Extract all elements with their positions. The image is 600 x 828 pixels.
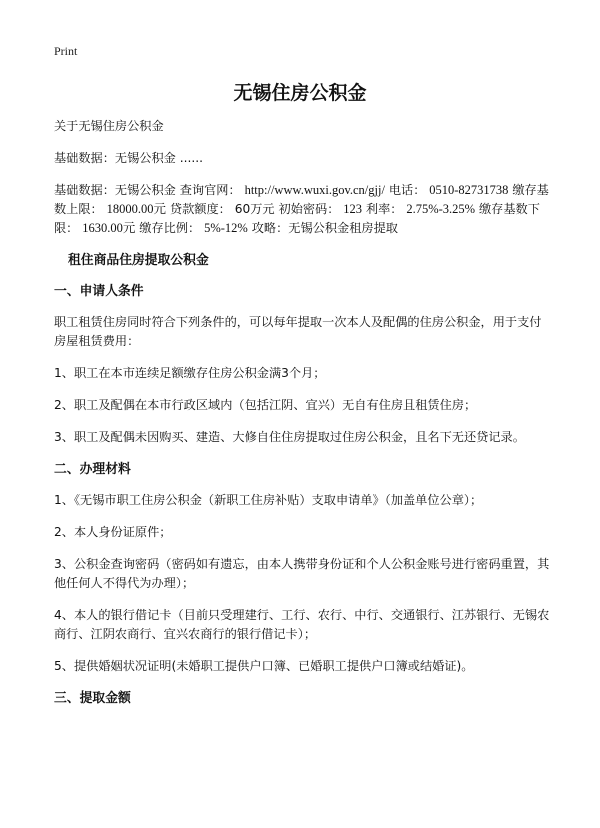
print-label[interactable]: Print [54, 44, 78, 58]
basic-data-summary: 基础数据：无锡公积金 ...... [54, 151, 203, 165]
ratio-value: 5%-12% [204, 221, 248, 235]
basic-data-detail [54, 181, 550, 238]
lower-limit-label: 缴存基数下限： [54, 202, 540, 235]
page-title: 无锡住房公积金 [233, 82, 367, 104]
document-body [54, 117, 550, 720]
upper-limit-value: 18000.00元 [106, 202, 167, 216]
section2-item: 3、公积金查询密码（密码如有遗忘，由本人携带身份证和个人公积金账号进行密码重置，其他任何人不得代为办理）； [54, 557, 550, 590]
section3-heading: 三、提取金额 [54, 691, 131, 706]
ratio-label: 缴存比例： [139, 221, 201, 235]
section1-intro: 职工租赁住房同时符合下列条件的，可以每年提取一次本人及配偶的住房公积金，用于支付房屋租赁费用： [54, 315, 542, 348]
section-subtitle: 租住商品住房提取公积金 [68, 253, 209, 268]
upper-limit-label: 缴存基数上限： [54, 183, 549, 216]
section1-item: 3、职工及配偶未因购买、建造、大修自住住房提取过住房公积金，且名下无还贷记录。 [54, 430, 525, 444]
loan-label: 贷款额度： [169, 202, 231, 216]
section2-item: 2、本人身份证原件； [54, 525, 172, 539]
phone-value: 0510-82731738 [429, 183, 509, 197]
section2-item: 5、提供婚姻状况证明(未婚职工提供户口簿、已婚职工提供户口簿或结婚证)。 [54, 659, 474, 673]
phone-label: 电话： [388, 183, 426, 197]
official-site-link[interactable]: http://www.wuxi.gov.cn/gjj/ [244, 183, 385, 197]
rate-label: 利率： [365, 202, 403, 216]
section1-item: 2、职工及配偶在本市行政区域内（包括江阴、宜兴）无自有住房且租赁住房； [54, 398, 477, 412]
section2-item: 1、《无锡市职工住房公积金（新职工住房补贴）支取申请单》（加盖单位公章）； [54, 493, 483, 507]
rate-value: 2.75%-3.25% [406, 202, 476, 216]
intro-text: 关于无锡住房公积金 [54, 119, 164, 133]
basic-prefix: 基础数据：无锡公积金 查询官网： [54, 183, 241, 197]
section1-item: 1、职工在本市连续足额缴存住房公积金满3个月； [54, 366, 326, 380]
section1-heading: 一、申请人条件 [54, 284, 144, 299]
guide-text: 攻略：无锡公积金租房提取 [251, 221, 398, 235]
section2-heading: 二、办理材料 [54, 462, 131, 477]
lower-limit-value: 1630.00元 [82, 221, 136, 235]
password-value: 123 [343, 202, 363, 216]
password-label: 初始密码： [278, 202, 340, 216]
loan-value: 60万元 [234, 202, 275, 216]
section2-item: 4、本人的银行借记卡（目前只受理建行、工行、农行、中行、交通银行、江苏银行、无锡农商行、江阴农商行、宜兴农商行的银行借记卡）； [54, 608, 550, 641]
